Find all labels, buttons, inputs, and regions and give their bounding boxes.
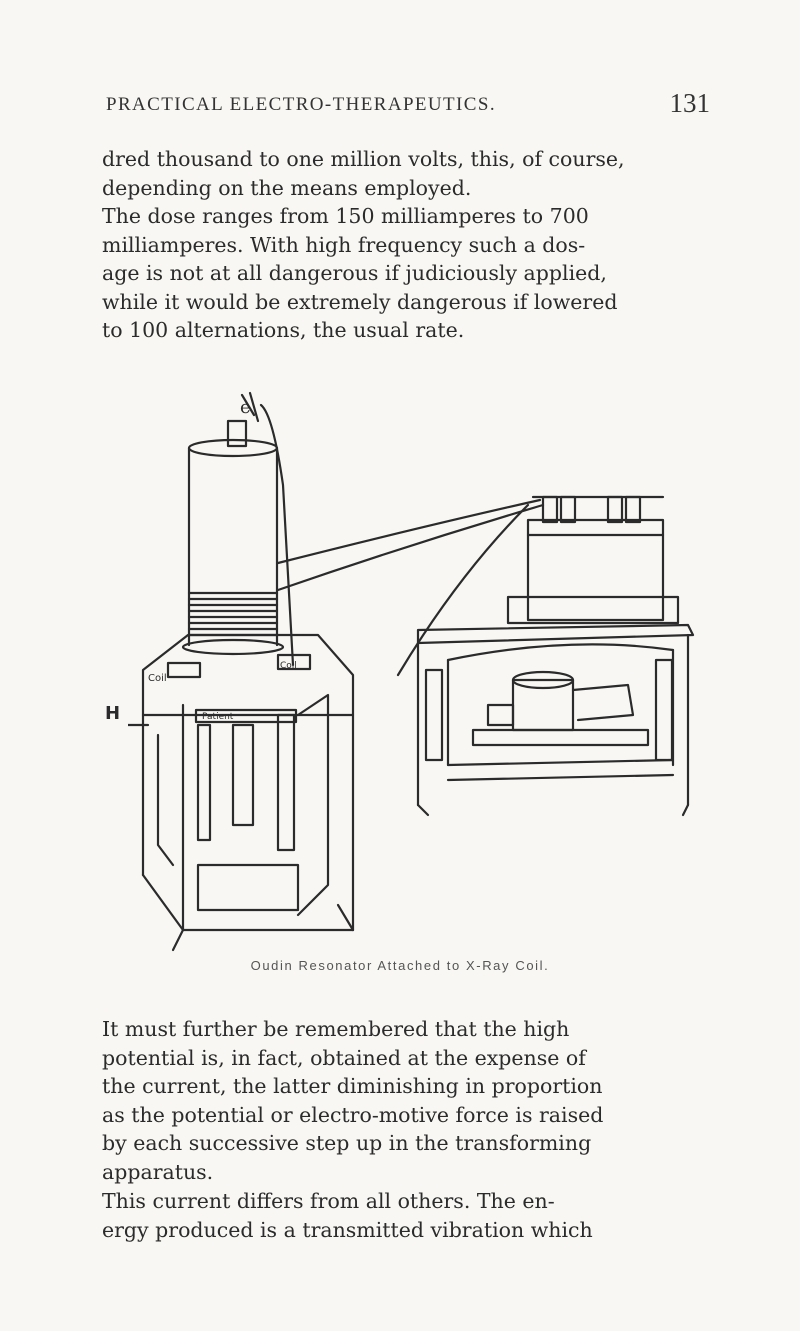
page-header xyxy=(100,88,710,122)
text-line: milliamperes. With high frequency such a dos- xyxy=(102,232,586,257)
text-line: the current, the latter diminishing in proportion xyxy=(102,1074,603,1099)
text-line: This current differs from all others. The en- xyxy=(102,1189,555,1213)
text-line: It must further be remembered that the high xyxy=(102,1017,570,1041)
text-line: to 100 alternations, the usual rate. xyxy=(102,318,465,343)
text-line: depending on the means employed. xyxy=(102,175,472,200)
paragraph-1 xyxy=(102,145,700,202)
paragraph-3 xyxy=(102,1015,700,1187)
paragraph-2 xyxy=(102,202,700,345)
running-head: PRACTICAL ELECTRO-THERAPEUTICS. xyxy=(106,94,496,115)
label-e: e xyxy=(240,397,251,418)
page-number: 131 xyxy=(669,88,710,118)
label-H-wrapper xyxy=(105,700,125,724)
text-line: ergy produced is a transmitted vibration which xyxy=(102,1217,593,1242)
resonator-cylinder xyxy=(183,393,283,654)
illustration-oudin-resonator xyxy=(128,385,703,955)
right-table xyxy=(418,635,688,815)
text-line: apparatus. xyxy=(102,1159,214,1184)
label-coil-left: Coil xyxy=(148,673,167,684)
text-line: by each successive step up in the transforming xyxy=(102,1131,592,1156)
text-line: potential is, in fact, obtained at the expense of xyxy=(102,1045,586,1070)
text-line: as the potential or electro-motive force is raised xyxy=(102,1102,604,1127)
paragraph-4 xyxy=(102,1187,700,1244)
text-line: age is not at all dangerous if judiciously applied, xyxy=(102,261,607,286)
text-line: dred thousand to one million volts, this, of course, xyxy=(102,147,625,171)
text-line: The dose ranges from 150 milliamperes to 700 xyxy=(102,204,589,228)
text-line: while it would be extremely dangerous if lowered xyxy=(102,289,618,314)
label-H: H xyxy=(105,703,121,724)
figure-caption: Oudin Resonator Attached to X-Ray Coil. xyxy=(250,958,550,973)
label-patient: Patient xyxy=(202,712,234,722)
label-coil-right: Coil xyxy=(280,661,297,671)
